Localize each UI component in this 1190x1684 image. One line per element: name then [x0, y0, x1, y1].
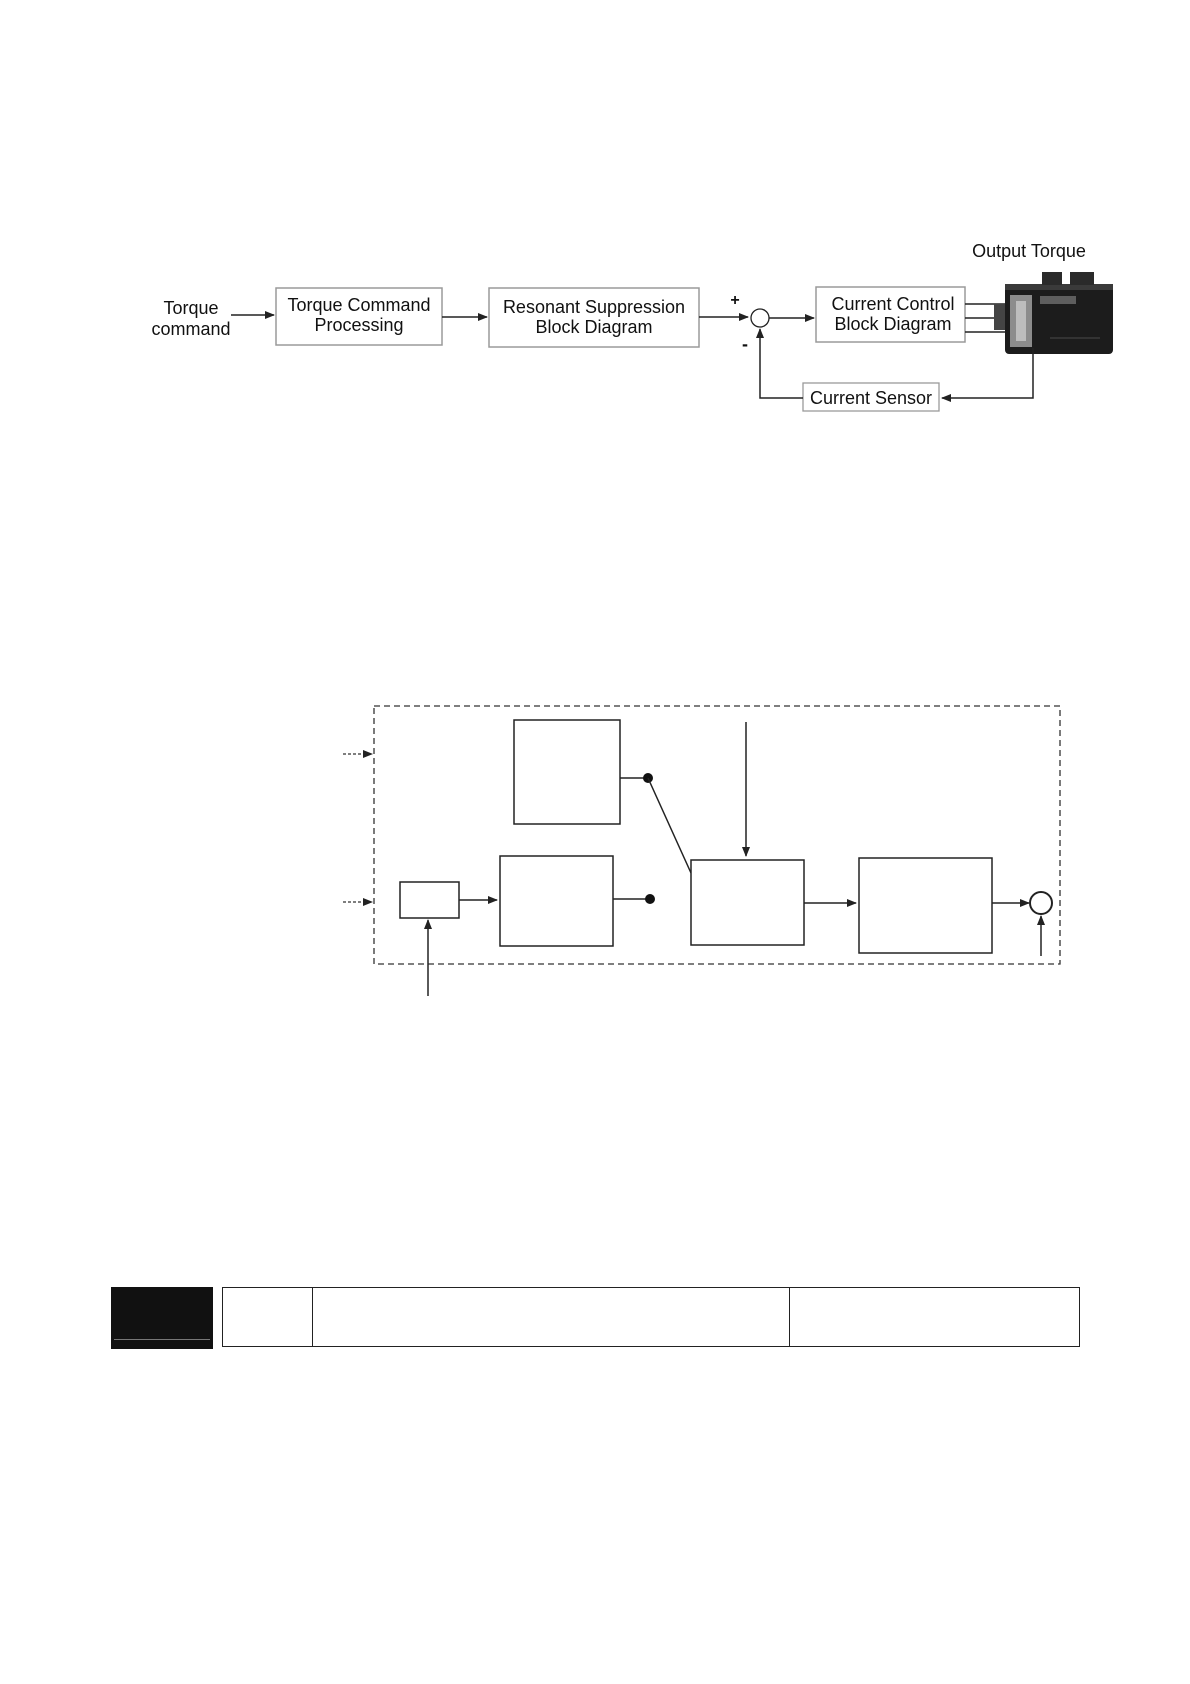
- lower-path-block: [500, 856, 613, 946]
- feedback-motor-to-sensor: [942, 348, 1033, 398]
- selector-block: [691, 860, 804, 945]
- filter-block-diagram: [343, 706, 1060, 996]
- output-torque-label: Output Torque: [972, 241, 1086, 261]
- parameter-code-block: [111, 1287, 213, 1349]
- current-control-label-line2: Block Diagram: [834, 314, 952, 334]
- switch-contact-lower: [645, 894, 655, 904]
- torque-control-diagram: [151, 241, 1113, 411]
- resonant-block-label-line2: Block Diagram: [535, 317, 653, 337]
- feedback-sensor-to-summing: [760, 329, 803, 398]
- parameter-cell-address: [789, 1287, 1080, 1347]
- torque-command-label-line2: command: [151, 319, 231, 339]
- upper-path-block: [514, 720, 620, 824]
- parameter-cell-format: [222, 1287, 314, 1347]
- resonant-block-label-line1: Resonant Suppression: [502, 297, 686, 317]
- torque-command-label-line1: Torque: [163, 298, 219, 318]
- parameter-cell-name: [312, 1287, 791, 1347]
- current-sensor-label: Current Sensor: [809, 388, 933, 408]
- processing-block-label-line2: Processing: [314, 315, 404, 335]
- plus-sign: +: [730, 292, 740, 309]
- current-control-label-line1: Current Control: [831, 294, 955, 314]
- processing-block-label-line1: Torque Command: [287, 295, 431, 315]
- output-path-block: [859, 858, 992, 953]
- minus-sign: -: [742, 334, 748, 354]
- selector-switch-arm: [648, 778, 691, 873]
- summing-junction: [751, 309, 769, 327]
- output-summing-junction: [1030, 892, 1052, 914]
- servo-motor-icon: [994, 272, 1113, 354]
- input-small-block: [400, 882, 459, 918]
